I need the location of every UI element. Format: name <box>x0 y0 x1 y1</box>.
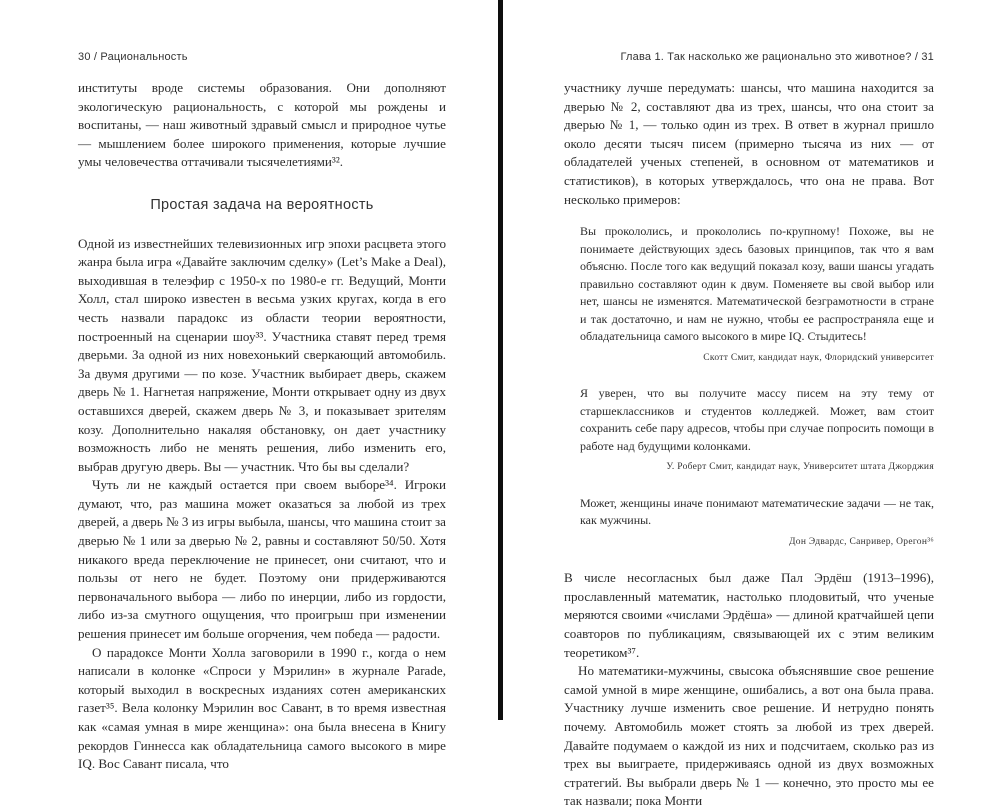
paragraph: Но математики-мужчины, свысока объяснявшие свое решение самой умной в мире женщине, ошибались, а вот она была права. Участнику лучше изменить свое решение. И нетрудно понять почему. Автомобиль может стоять за любой из трех дверей. Давайте подумаем о каждой из них и подсчитаем, сколько раз из трех вы выиграете, придерживаясь одной из двух возможных стратегий. Вы выбрали дверь № 1 — конечно, это просто мы ее так назвали; пока Монти <box>564 663 934 809</box>
paragraph-intro: институты вроде системы образования. Они дополняют экологическую рациональность, с которой мы рождены и воспитаны, — наш животный здравый смысл и природное чутье — мышлением более широкого применения, которые лучшие умы человечества оттачивали тысячелетиями³². <box>78 80 446 170</box>
book-spine-divider <box>498 0 503 720</box>
letter-quotes <box>580 223 934 551</box>
right-page <box>504 0 1000 809</box>
paragraph: В числе несогласных был даже Пал Эрдёш (1913–1996), прославленный математик, настолько плодовитый, что ученые меряются своими «числами Эрдёша» — длиной кратчайшей цепи соавторов по публикациям, связывающей их с этим великим теоретиком³⁷. <box>564 570 934 660</box>
block-quote <box>580 385 934 477</box>
quote-text: Может, женщины иначе понимают математические задачи — не так, как мужчины. <box>580 495 934 528</box>
running-header-left: 30 / Рациональность <box>78 51 188 63</box>
right-page-body <box>564 79 934 811</box>
block-quote <box>580 223 934 367</box>
block-quote <box>580 495 934 552</box>
paragraph: О парадоксе Монти Холла заговорили в 1990 г., когда о нем написали в колонке «Спроси у Мэрилин» в журнале Parade, который выходил в воскресных изданиях сотен американских газет³⁵. Вела колонку Мэрилин вос Савант, в то время известная как «самая умная в мире женщина»: она была внесена в Книгу рекордов Гиннесса как обладательница самого высокого в мире IQ. Вос Савант писала, что <box>78 644 446 772</box>
quote-attribution: Скотт Смит, кандидат наук, Флоридский университет <box>703 352 934 363</box>
quote-attribution: У. Роберт Смит, кандидат наук, Университет штата Джорджия <box>666 462 934 473</box>
quote-text: Я уверен, что вы получите массу писем на эту тему от старшеклассников и студентов колледжей. Может, вам стоит сохранить себе пару адресов, чтобы при случае попросить помощи в работе над будущими колонками. <box>580 386 934 453</box>
quote-attribution: Дон Эдвардс, Санривер, Орегон³⁶ <box>789 536 934 547</box>
left-page-body <box>78 79 446 774</box>
paragraph: участнику лучше передумать: шансы, что машина находится за дверью № 2, составляют два из трех, шансы, что она стоит за дверью № 1, — только один из трех. В ответ в журнал пришло около десяти тысяч писем (примерно тысяча из них — от обладателей ученых степеней, в основном от математиков и статистиков), в которых утверждалось, что она не права. Вот несколько примеров: <box>564 80 934 207</box>
running-header-right: Глава 1. Так насколько же рационально это животное? / 31 <box>620 51 934 63</box>
quote-text: Вы прокололись, и прокололись по-крупному! Похоже, вы не понимаете действующих здесь базовых принципов, так что я вам объясню. После того как ведущий показал козу, ваши шансы угадать правильно составляют один к двум. Поменяете вы свой выбор или нет, шансы не изменятся. Математической безграмотности в стране и так достаточно, и нам не нужно, чтобы ее распространяла еще и обладательница самого высокого в мире IQ. Стыдитесь! <box>580 224 934 344</box>
paragraph: Одной из известнейших телевизионных игр эпохи расцвета этого жанра была игра «Давайте заключим сделку» (Let’s Make a Deal), выходившая в телеэфир с 1950-х по 1980-е гг. Ведущий, Монти Холл, стал широко известен в весьма узких кругах, когда в его честь назвали парадокс из области теории вероятности, построенный на сценарии шоу³³. Участника ставят перед тремя дверьми. За одной из них новехонький сверкающий автомобиль. За двумя другими — по козе. Участник выбирает дверь, скажем дверь № 1. Нагнетая напряжение, Монти открывает одну из двух оставшихся дверей, скажем дверь № 3, и показывает зрителям козу. Дополнительно накаляя обстановку, он дает участнику возможность либо не менять решения, либо изменить его, выбрав другую дверь. Вы — участник. Что бы вы сделали? <box>78 235 446 474</box>
left-page <box>0 0 496 772</box>
paragraph: Чуть ли не каждый остается при своем выборе³⁴. Игроки думают, что, раз машина может оказаться за любой из трех дверей, а дверь № 3 из игры выбыла, шансы, что машина стоит за дверью № 1 или за дверью № 2, равны и составляют 50/50. Хотя никакого вреда переключение не принесет, они считают, что и пользы от него не будет. Поэтому они придерживаются первоначального выбора — либо по инерции, либо из гордости, либо из-за смутного ощущения, что проигрыш при изменении решения принесет им больше огорчения, чем победа — радости. <box>78 477 446 642</box>
section-title: Простая задача на вероятность <box>150 196 374 213</box>
after-quotes <box>564 569 934 811</box>
